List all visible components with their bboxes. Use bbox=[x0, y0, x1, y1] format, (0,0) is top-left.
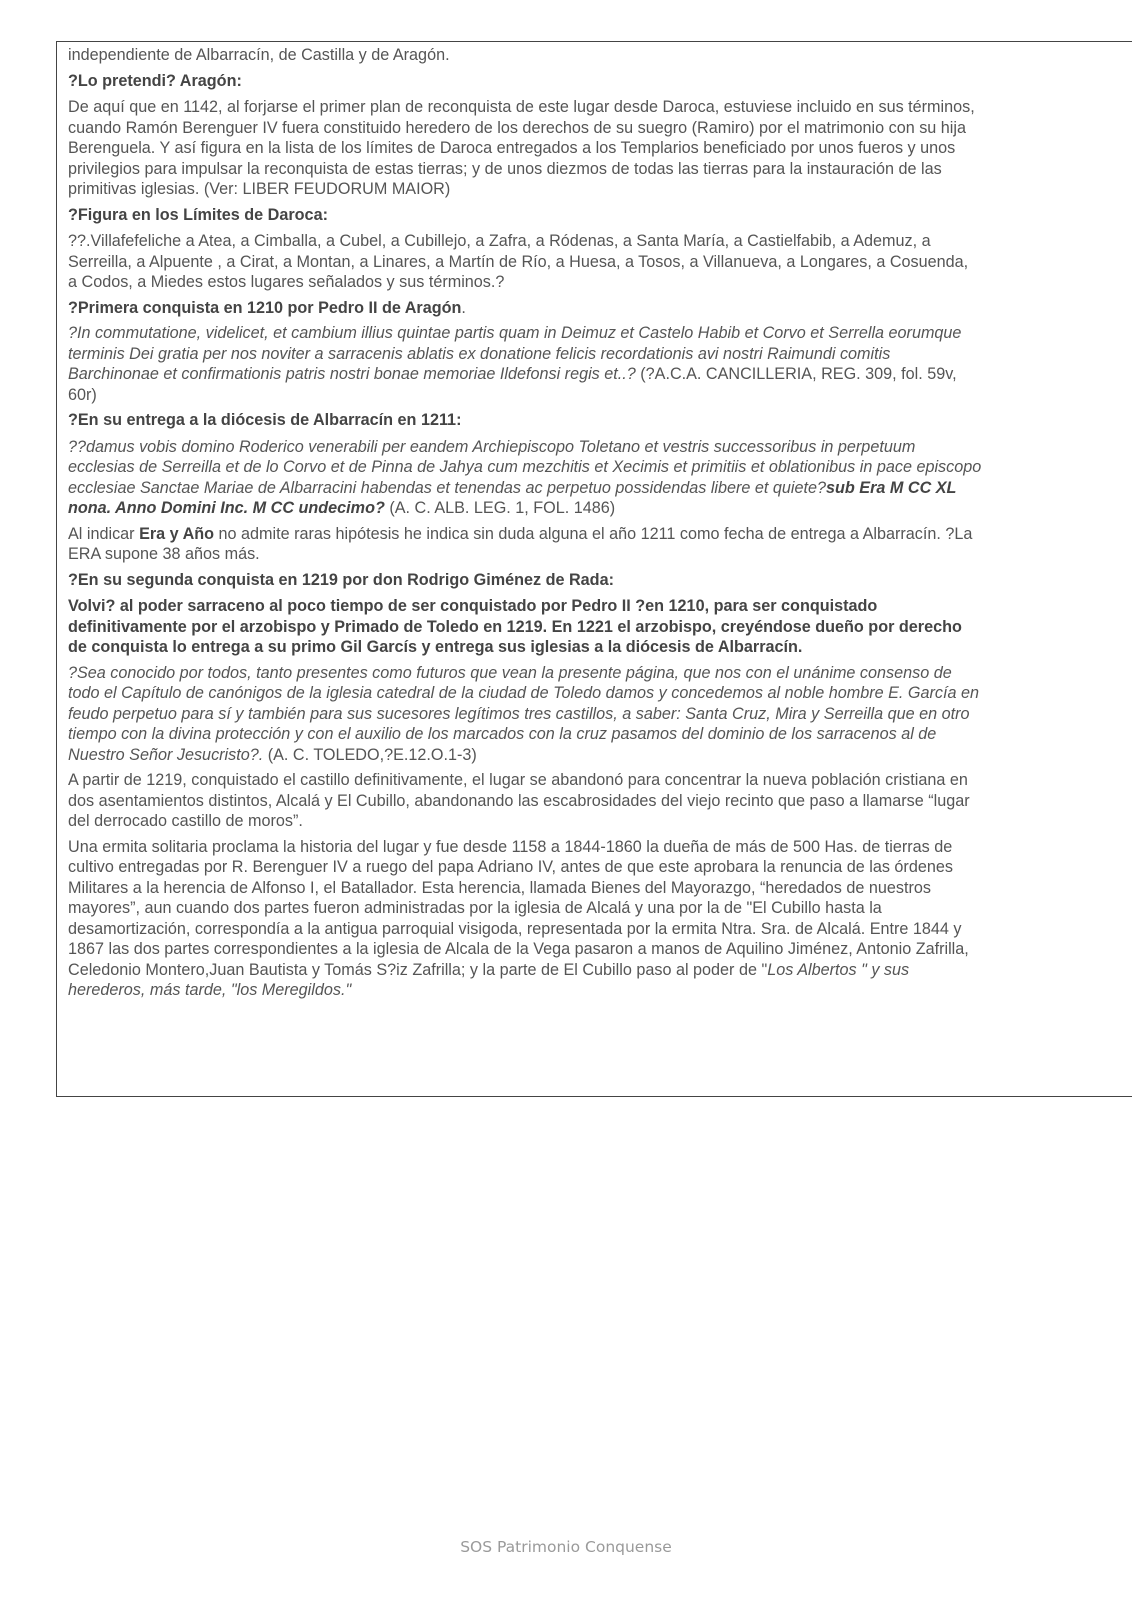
document-body bbox=[68, 45, 1132, 1006]
paragraph-volvio: Volvi? al poder sarraceno al poco tiempo de ser conquistado por Pedro II ?en 1210, para ser conquistado definitivamente por el arzobispo y Primado de Toledo en 1219. En 1221 el arzobispo, creyéndose dueño por derecho de conquista lo entrega a su primo Gil Garcís y entrega sus iglesias a la diócesis de Albarracín. bbox=[68, 597, 962, 656]
citation-aca: (?A.C.A. CANCILLERIA, REG. 309, fol. 59v, bbox=[635, 365, 957, 383]
heading-pretendio: ?Lo pretendi? Aragón: bbox=[68, 71, 242, 90]
paragraph-1142: De aquí que en 1142, al forjarse el primer plan de reconquista de este lugar desde Daroca, estuviese incluido en sus términos, cuando Ramón Berenguer IV fuera constituido heredero de los derechos de su suegro (Ramiro) por el matrimonio con su hija Berenguela. Y así figura en la lista de los límites de Daroca entregados a los Templarios beneficiado por unos fueros y unos privilegios para impulsar la reconquista de estas tierras; y de unos diezmos de todas las tierras para la instauración de las primitivas iglesias. (Ver: LIBER FEUDORUM MAIOR) bbox=[68, 98, 975, 198]
heading-primera-conquista: ?Primera conquista en 1210 por Pedro II de Aragón. bbox=[68, 298, 466, 317]
heading-segunda-conquista: ?En su segunda conquista en 1219 por don Rodrigo Giménez de Rada: bbox=[68, 570, 614, 589]
paragraph-era: Al indicar Era y Año no admite raras hipótesis he indica sin duda alguna el año 1211 como fecha de entrega a Albarracín. ?La ERA supone 38 años más. bbox=[68, 524, 973, 563]
paragraph-intro: independiente de Albarracín, de Castilla y de Aragón. bbox=[68, 46, 450, 64]
paragraph-latin-quote-1: ?In commutatione, videlicet, et cambium illius quintae partis quam in Deimuz et Castelo Habib et Corvo et Serrella eorumque terminis Dei gratia per nos noviter a sarracenis ablatis ex donatione felicis recordationis avi nostri Raimundi comitis Barchinonae et confirmationis patris nostri bonae memoriae Ildefonsi regis et..? (?A.C.A. CANCILLERIA, REG. 309, fol. 59v, 60r) bbox=[68, 324, 962, 404]
paragraph-ermita: Una ermita solitaria proclama la historia del lugar y fue desde 1158 a 1844-1860 la dueña de más de 500 Has. de tierras de cultivo entregadas por R. Berenguer IV a ruego del papa Adriano IV, antes de que este aprobara la renuncia de las órdenes Militares a la herencia de Alfonso I, el Batallador. Esta herencia, llamada Bienes del Mayorazgo, “heredados de nuestros mayores”, aun cuando dos partes fueron administradas por la iglesia de Alcalá y una por la de "El Cubillo hasta la desamortización, correspondía a la antigua parroquial visigoda, representada por la ermita Ntra. Sra. de Alcalá. Entre 1844 y 1867 las dos partes correspondientes a la iglesia de Alcala de la Vega pasaron a manos de Aquilino Jiménez, Antonio Zafrilla, Celedonio Montero,Juan Bautista y Tomás S?iz Zafrilla; y la parte de El Cubillo paso al poder de "Los Albertos " y sus herederos, más tarde, "los Meregildos." bbox=[68, 837, 969, 999]
paragraph-latin-quote-2: ??damus vobis domino Roderico venerabili per eandem Archiepiscopo Toletano et vestris successoribus in perpetuum ecclesias de Serreilla et de lo Corvo et de Pinna de Jahya cum mezchitis et Xecimis et primitiis et oblationibus in pace episcopo ecclesiae Sanctae Mariae de Albarracini habendas et tenendas ac perpetuo possidendas libere et quiete?sub Era M CC XL nona. Anno Domini Inc. M CC undecimo? (A. C. ALB. LEG. 1, FOL. 1486) bbox=[68, 437, 982, 517]
citation-toledo: (A. C. TOLEDO,?E.12.O.1-3) bbox=[263, 745, 477, 764]
paragraph-1219: A partir de 1219, conquistado el castillo definitivamente, el lugar se abandonó para concentrar la nueva población cristiana en dos asentamientos distintos, Alcalá y El Cubillo, abandonando las escabrosidades del viejo recinto que paso a llamarse “lugar del derrocado castillo de moros”. bbox=[68, 771, 970, 830]
page-footer: SOS Patrimonio Conquense bbox=[460, 1538, 672, 1556]
document-frame bbox=[56, 41, 1132, 1097]
heading-entrega-albarracin: ?En su entrega a la diócesis de Albarracín en 1211: bbox=[68, 411, 462, 429]
paragraph-sea-conocido: ?Sea conocido por todos, tanto presentes como futuros que vean la presente página, que nos con el unánime consenso de todo el Capítulo de canónigos de la iglesia catedral de la ciudad de Toledo damos y concedemos al noble hombre E. García en feudo perpetuo para sí y también para sus sucesores legítimos tres castillos, a saber: Santa Cruz, Mira y Serreilla que en otro tiempo con la divina protección y con el auxilio de los marcados con la cruz pasamos del dominio de los sarracenos al de Nuestro Señor Jesucristo?. (A. C. TOLEDO,?E.12.O.1-3) bbox=[68, 663, 979, 764]
paragraph-limites: ??.Villafefeliche a Atea, a Cimballa, a Cubel, a Cubillejo, a Zafra, a Ródenas, a Santa María, a Castielfabib, a Ademuz, a Serreilla, a Alpuente , a Cirat, a Montan, a Linares, a Martín de Río, a Huesa, a Tosos, a Villanueva, a Longares, a Cosuenda, a Codos, a Miedes estos lugares señalados y sus términos.? bbox=[68, 232, 969, 291]
heading-limites-daroca: ?Figura en los Límites de Daroca: bbox=[68, 205, 328, 224]
citation-alb: (A. C. ALB. LEG. 1, FOL. 1486) bbox=[384, 499, 616, 517]
